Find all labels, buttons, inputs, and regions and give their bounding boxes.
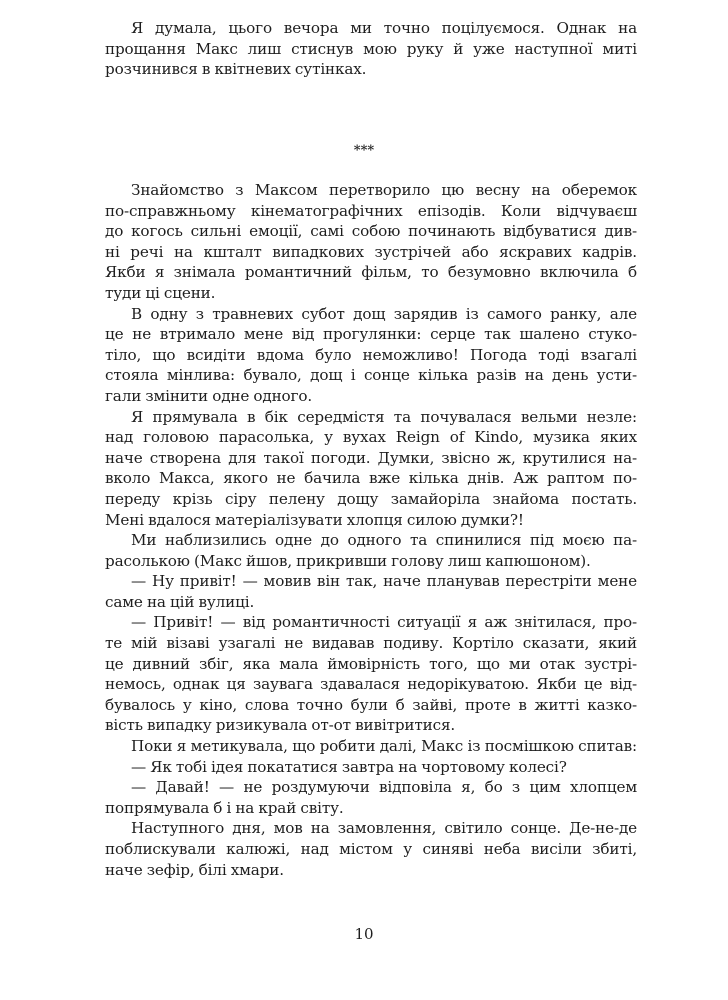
text-line: Мені вдалося матеріалізувати хлопця силою думки?! <box>105 510 524 529</box>
section-1 <box>105 18 637 80</box>
paragraph <box>105 407 637 531</box>
text-line: ні речі на кшталт випадкових зустрічей або яскравих кадрів. <box>105 242 637 261</box>
text-line: Я думала, цього вечора ми точно поцілуємося. Однак на <box>131 19 637 37</box>
text-line: наче зефір, білі хмари. <box>105 860 284 879</box>
text-line: прощання Макс лиш стиснув мою руку й уже наступної миті <box>105 39 637 58</box>
section-2 <box>105 180 637 880</box>
page-number: 10 <box>354 925 374 943</box>
paragraph <box>105 304 637 407</box>
text-line: — Ну привіт! — мовив він так, наче планував перестріти мене <box>131 572 637 591</box>
dialogue-paragraph <box>105 571 637 612</box>
text-line: В одну з травневих субот дощ зарядив із самого ранку, але <box>131 304 637 323</box>
text-line: Наступного дня, мов на замовлення, світило сонце. Де-не-де <box>131 819 637 838</box>
text-line: розчинився в квітневих сутінках. <box>105 60 367 79</box>
text-line: немось, однак ця заувага здавалася недорікуватою. Якби це від- <box>105 675 637 694</box>
paragraph <box>105 736 637 757</box>
paragraph <box>105 180 637 304</box>
text-line: вколо Макса, якого не бачила вже кілька днів. Аж раптом по- <box>105 469 637 488</box>
text-line: Я прямувала в бік середмістя та почувалася вельми незле: <box>131 407 637 426</box>
text-line: — Давай! — не роздумуючи відповіла я, бо з цим хлопцем <box>131 778 637 797</box>
text-line: гали змінити одне одного. <box>105 386 313 405</box>
text-line: по-справжньому кінематографічних епізодів. Коли відчуваєш <box>105 201 637 220</box>
text-line: Поки я метикувала, що робити далі, Макс із посмішкою спитав: <box>131 737 637 756</box>
text-line: попрямувала б і на край світу. <box>105 798 344 817</box>
text-line: расолькою (Макс йшов, прикривши голову лиш капюшоном). <box>105 551 591 570</box>
text-line: наче створена для такої погоди. Думки, звісно ж, крутилися на- <box>105 448 637 467</box>
dialogue-paragraph <box>105 777 637 818</box>
text-line: поблискували калюжі, над містом у синяві неба висіли збиті, <box>105 840 637 858</box>
text-line: саме на цій вулиці. <box>105 592 255 611</box>
text-line: туди ці сцени. <box>105 283 216 302</box>
text-line: те мій візаві узагалі не видавав подиву. Кортіло сказати, який <box>105 634 637 653</box>
text-line: бувалось у кіно, слова точно були б зайві, проте в житті казко- <box>105 695 637 714</box>
text-line: це дивний збіг, яка мала ймовірність того, що ми отак зустрі- <box>105 654 637 673</box>
text-line: Якби я знімала романтичний фільм, то безумовно включила б <box>105 263 637 282</box>
dialogue-paragraph <box>105 757 637 778</box>
paragraph <box>105 530 637 571</box>
text-line: — Як тобі ідея покататися завтра на чортовому колесі? <box>131 757 567 776</box>
text-line: Знайомство з Максом перетворило цю весну на оберемок <box>131 181 637 199</box>
dialogue-paragraph <box>105 612 637 736</box>
text-line: — Привіт! — від романтичності ситуації я аж знітилася, про- <box>131 613 637 632</box>
section-separator: *** <box>353 143 375 158</box>
text-line: тіло, що всидіти вдома було неможливо! Погода тоді взагалі <box>105 345 637 364</box>
text-line: вість випадку ризикувала от-от вивітритися. <box>105 716 456 735</box>
text-line: стояла мінлива: бувало, дощ і сонце кілька разів на день усти- <box>105 366 637 385</box>
paragraph <box>105 818 637 880</box>
text-line: переду крізь сіру пелену дощу замайоріла знайома постать. <box>105 489 637 508</box>
text-line: над головою парасолька, у вухах Reign of Kindo, музика яких <box>105 428 637 447</box>
text-line: Ми наблизились одне до одного та спинилися під моєю па- <box>131 531 637 550</box>
text-line: до когось сильні емоції, самі собою починають відбуватися див- <box>105 222 637 241</box>
text-line: це не втримало мене від прогулянки: серце так шалено стуко- <box>105 325 637 344</box>
paragraph <box>105 18 637 80</box>
